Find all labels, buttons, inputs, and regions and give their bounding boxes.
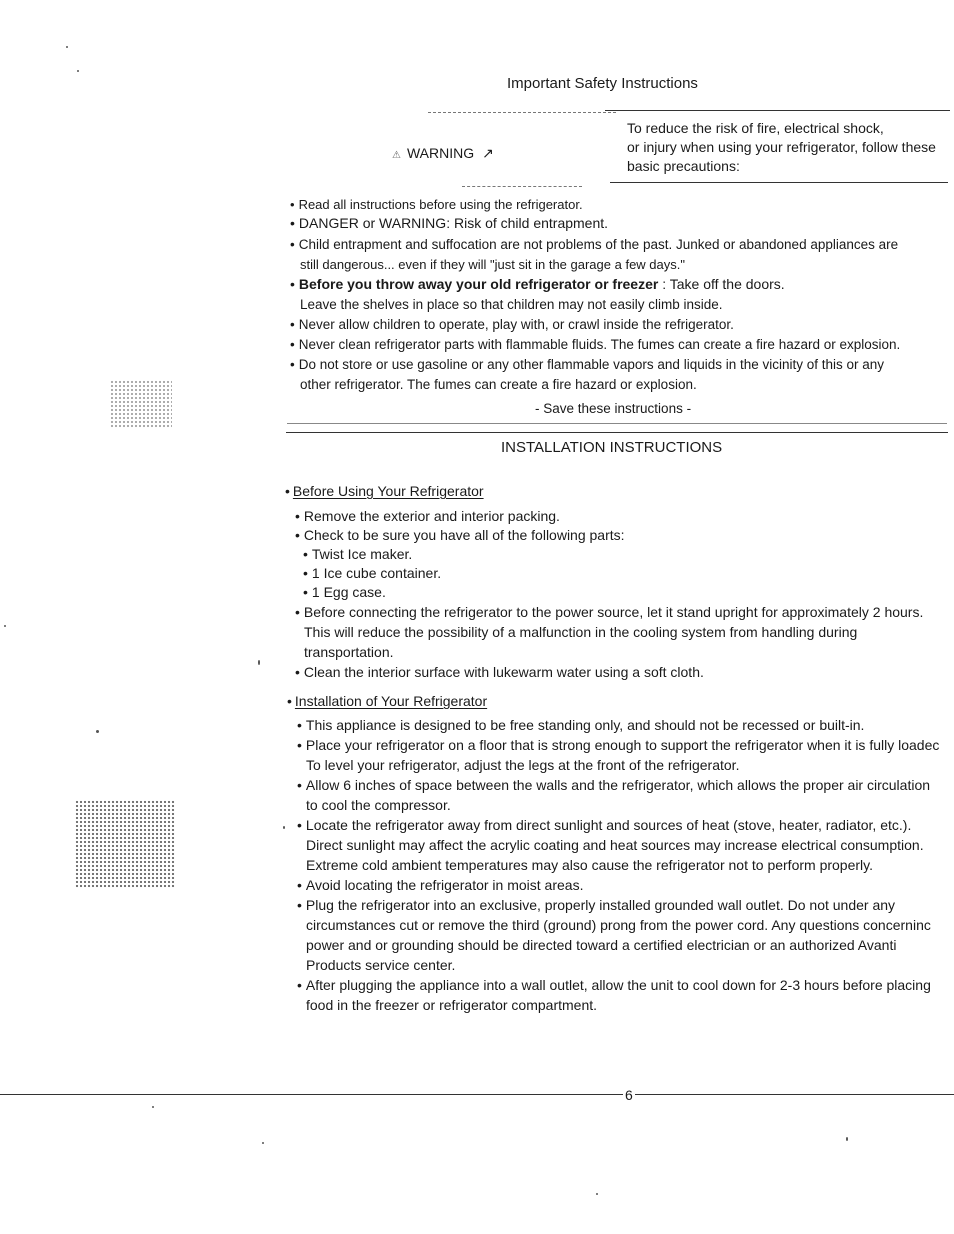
scan-speck bbox=[258, 660, 260, 665]
safety-item: • Child entrapment and suffocation are not problems of the past. Junked or abandoned appliances are bbox=[290, 235, 900, 254]
list-item-cont: transportation. bbox=[304, 644, 394, 660]
page-header-title: Important Safety Instructions bbox=[507, 75, 698, 92]
scan-noise bbox=[75, 800, 175, 888]
safety-item: • Never clean refrigerator parts with flammable fluids. The fumes can create a fire hazard or explosion. bbox=[290, 335, 900, 354]
scan-speck bbox=[846, 1137, 848, 1141]
list-item-cont: food in the freezer or refrigerator compartment. bbox=[306, 997, 598, 1013]
warning-label: ⚠ WARNING ↗ bbox=[392, 145, 494, 161]
page-number: 6 bbox=[625, 1087, 633, 1103]
before-using-list bbox=[295, 507, 923, 682]
section-divider-thin bbox=[287, 423, 947, 424]
list-item: • Locate the refrigerator away from direct sunlight and sources of heat (stove, heater, radiator, etc.). bbox=[297, 816, 939, 835]
list-item: • Allow 6 inches of space between the walls and the refrigerator, which allows the proper air circulation bbox=[297, 776, 939, 795]
safety-item-cont: still dangerous... even if they will "just sit in the garage a few days." bbox=[300, 257, 685, 272]
scan-speck bbox=[96, 730, 99, 733]
before-using-heading: • Before Using Your Refrigerator bbox=[285, 483, 484, 499]
safety-item: • Read all instructions before using the refrigerator. bbox=[290, 195, 900, 214]
safety-item-cont: other refrigerator. The fumes can create a fire hazard or explosion. bbox=[300, 377, 697, 392]
list-item-cont: circumstances cut or remove the third (ground) prong from the power cord. Any questions concerninc bbox=[306, 917, 931, 933]
installation-list bbox=[297, 716, 939, 1015]
list-item-cont: power and or grounding should be directed toward a certified electrician or an authorized Avanti bbox=[306, 937, 897, 953]
list-item: • Twist Ice maker. bbox=[303, 545, 923, 564]
list-item-cont: This will reduce the possibility of a malfunction in the cooling system from handling during bbox=[304, 624, 858, 640]
safety-item: • Never allow children to operate, play with, or crawl inside the refrigerator. bbox=[290, 315, 900, 334]
warning-top-dash bbox=[428, 112, 616, 113]
list-item: • After plugging the appliance into a wall outlet, allow the unit to cool down for 2-3 hours before placing bbox=[297, 976, 939, 995]
warning-bottom-dash bbox=[462, 186, 582, 187]
scan-speck bbox=[66, 46, 68, 48]
list-item-cont: Direct sunlight may affect the acrylic coating and heat sources may increase electrical consumption. bbox=[306, 837, 924, 853]
safety-item: • DANGER or WARNING: Risk of child entrapment. bbox=[290, 214, 900, 233]
scan-speck bbox=[262, 1142, 264, 1144]
list-item: • 1 Egg case. bbox=[303, 583, 923, 602]
safety-item: • Before you throw away your old refrigerator or freezer : Take off the doors. bbox=[290, 275, 900, 294]
warning-text: To reduce the risk of fire, electrical shock, or injury when using your refrigerator, follow these basic precautions: bbox=[627, 120, 936, 174]
scan-speck bbox=[596, 1193, 598, 1195]
list-item: • Check to be sure you have all of the following parts: bbox=[295, 526, 923, 545]
list-item-cont: Extreme cold ambient temperatures may also cause the refrigerator not to perform properly. bbox=[306, 857, 873, 873]
warning-symbol-icon: ⚠ bbox=[392, 150, 401, 161]
safety-item: • Do not store or use gasoline or any other flammable vapors and liquids in the vicinity of this or any bbox=[290, 355, 900, 374]
list-item: • 1 Ice cube container. bbox=[303, 564, 923, 583]
scan-speck bbox=[152, 1106, 154, 1108]
warning-top-rule bbox=[605, 110, 950, 111]
save-instructions: - Save these instructions - bbox=[535, 401, 692, 416]
safety-list bbox=[290, 195, 900, 394]
list-item: • This appliance is designed to be free standing only, and should not be recessed or built-in. bbox=[297, 716, 939, 735]
section-divider bbox=[286, 432, 948, 433]
list-item: • Avoid locating the refrigerator in moist areas. bbox=[297, 876, 939, 895]
scan-noise bbox=[110, 380, 172, 428]
installation-title: INSTALLATION INSTRUCTIONS bbox=[501, 439, 723, 456]
footer-rule bbox=[0, 1094, 954, 1095]
list-item-cont: To level your refrigerator, adjust the legs at the front of the refrigerator. bbox=[306, 757, 740, 773]
list-item: • Place your refrigerator on a floor that is strong enough to support the refrigerator when it is fully loadec bbox=[297, 736, 939, 755]
list-item-cont: Products service center. bbox=[306, 957, 456, 973]
warning-bottom-rule bbox=[610, 182, 948, 183]
scan-speck bbox=[77, 70, 79, 72]
list-item-cont: to cool the compressor. bbox=[306, 797, 451, 813]
scan-speck bbox=[4, 625, 6, 627]
list-item: • Before connecting the refrigerator to the power source, let it stand upright for approximately 2 hours. bbox=[295, 603, 923, 622]
list-item: • Plug the refrigerator into an exclusive, properly installed grounded wall outlet. Do not under any bbox=[297, 896, 939, 915]
lightning-icon: ↗ bbox=[482, 145, 494, 161]
list-item: • Remove the exterior and interior packing. bbox=[295, 507, 923, 526]
list-item: • Clean the interior surface with lukewarm water using a soft cloth. bbox=[295, 663, 923, 682]
scan-speck bbox=[283, 826, 285, 829]
installation-heading: • Installation of Your Refrigerator bbox=[287, 693, 488, 709]
safety-item-cont: Leave the shelves in place so that children may not easily climb inside. bbox=[300, 297, 723, 312]
